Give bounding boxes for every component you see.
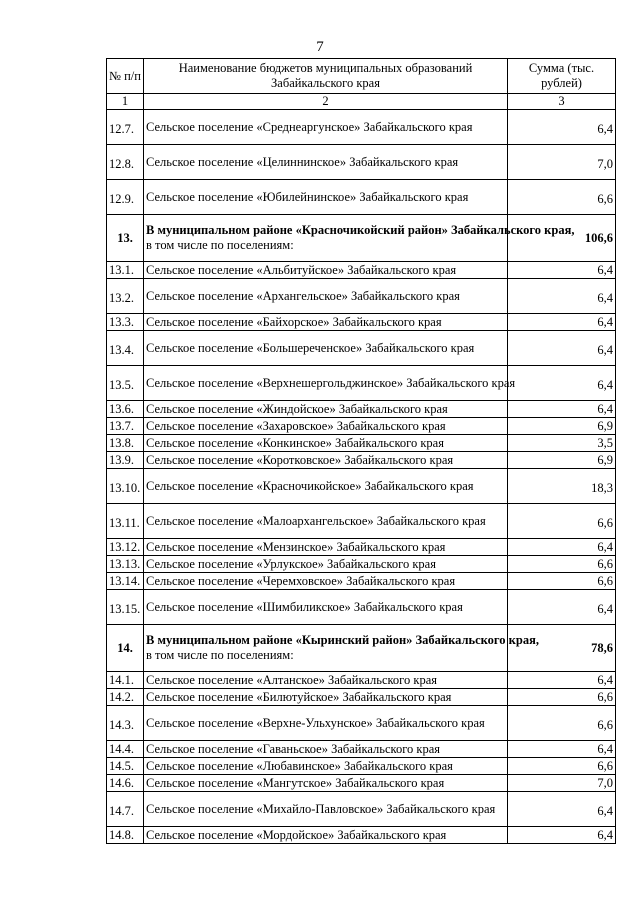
table-row: [107, 110, 616, 145]
budget-sum: 18,3: [508, 469, 616, 504]
budget-table: [106, 58, 616, 844]
budget-name: Сельское поселение «Верхне-Ульхунское» Забайкальского края: [144, 706, 508, 741]
row-number: 13.11.: [107, 504, 144, 539]
row-number: 13.1.: [107, 262, 144, 279]
table-row: [107, 366, 616, 401]
row-number: 14.4.: [107, 741, 144, 758]
table-row: [107, 539, 616, 556]
budget-name: Сельское поселение «Большереченское» Забайкальского края: [144, 331, 508, 366]
budget-name: Сельское поселение «Красночикойское» Забайкальского края: [144, 469, 508, 504]
table-row: [107, 504, 616, 539]
budget-name: Сельское поселение «Захаровское» Забайкальского края: [144, 418, 508, 435]
row-number: 12.7.: [107, 110, 144, 145]
budget-name: Сельское поселение «Мангутское» Забайкальского края: [144, 775, 508, 792]
budget-sum: 6,6: [508, 180, 616, 215]
row-number: 14.3.: [107, 706, 144, 741]
row-number: 13.5.: [107, 366, 144, 401]
row-number: 13.3.: [107, 314, 144, 331]
district-total-row: [107, 215, 616, 262]
budget-sum: 6,4: [508, 110, 616, 145]
district-subtitle: в том числе по поселениям:: [146, 648, 294, 662]
budget-name: Сельское поселение «Билютуйское» Забайкальского края: [144, 689, 508, 706]
district-subtitle: в том числе по поселениям:: [146, 238, 294, 252]
budget-name: Сельское поселение «Конкинское» Забайкальского края: [144, 435, 508, 452]
table-row: [107, 758, 616, 775]
budget-name: Сельское поселение «Юбилейнинское» Забайкальского края: [144, 180, 508, 215]
row-number: 13.7.: [107, 418, 144, 435]
row-number: 13.6.: [107, 401, 144, 418]
table-row: [107, 741, 616, 758]
row-number: 13.14.: [107, 573, 144, 590]
budget-name: Сельское поселение «Жиндойское» Забайкальского края: [144, 401, 508, 418]
table-row: [107, 469, 616, 504]
table-row: [107, 689, 616, 706]
table-row: [107, 452, 616, 469]
row-number: 14.1.: [107, 672, 144, 689]
budget-sum: 6,4: [508, 827, 616, 844]
row-number: 14.: [107, 625, 144, 672]
budget-sum: 6,4: [508, 539, 616, 556]
budget-name: Сельское поселение «Любавинское» Забайкальского края: [144, 758, 508, 775]
table-row: [107, 435, 616, 452]
page-number: 7: [316, 39, 324, 55]
budget-name: Сельское поселение «Коротковское» Забайкальского края: [144, 452, 508, 469]
table-header-row: [107, 59, 616, 94]
row-number: 12.8.: [107, 145, 144, 180]
budget-name: Сельское поселение «Шимбиликское» Забайкальского края: [144, 590, 508, 625]
budget-sum: 6,4: [508, 590, 616, 625]
table-row: [107, 706, 616, 741]
budget-name: Сельское поселение «Алтанское» Забайкальского края: [144, 672, 508, 689]
budget-sum: 6,6: [508, 758, 616, 775]
budget-name: Сельское поселение «Архангельское» Забайкальского края: [144, 279, 508, 314]
budget-sum: 3,5: [508, 435, 616, 452]
row-number: 14.6.: [107, 775, 144, 792]
district-name: В муниципальном районе «Кыринский район» Забайкальского края,: [146, 633, 539, 647]
budget-sum: 6,4: [508, 314, 616, 331]
district-name: В муниципальном районе «Красночикойский район» Забайкальского края,: [146, 223, 575, 237]
budget-name: Сельское поселение «Михайло-Павловское» Забайкальского края: [144, 792, 508, 827]
budget-sum: 6,4: [508, 366, 616, 401]
budget-sum: 6,6: [508, 706, 616, 741]
budget-sum: 6,4: [508, 331, 616, 366]
table-row: [107, 279, 616, 314]
budget-sum: 6,4: [508, 672, 616, 689]
row-number: 13.8.: [107, 435, 144, 452]
column-header-name: Наименование бюджетов муниципальных образований Забайкальского края: [144, 59, 508, 94]
budget-name: Сельское поселение «Урлукское» Забайкальского края: [144, 556, 508, 573]
table-row: [107, 331, 616, 366]
row-number: 14.8.: [107, 827, 144, 844]
row-number: 13.2.: [107, 279, 144, 314]
budget-name: Сельское поселение «Среднеаргунское» Забайкальского края: [144, 110, 508, 145]
budget-name: Сельское поселение «Черемховское» Забайкальского края: [144, 573, 508, 590]
column-index: 3: [508, 94, 616, 110]
budget-sum: 6,4: [508, 792, 616, 827]
budget-name: Сельское поселение «Целиннинское» Забайкальского края: [144, 145, 508, 180]
budget-name: [144, 215, 575, 262]
budget-name: [144, 625, 539, 672]
table-row: [107, 573, 616, 590]
row-number: 13.15.: [107, 590, 144, 625]
budget-sum: 78,6: [508, 625, 616, 672]
row-number: 13.4.: [107, 331, 144, 366]
table-row: [107, 672, 616, 689]
budget-sum: 6,9: [508, 418, 616, 435]
budget-name: Сельское поселение «Мордойское» Забайкальского края: [144, 827, 508, 844]
row-number: 13.9.: [107, 452, 144, 469]
row-number: 13.: [107, 215, 144, 262]
row-number: 14.7.: [107, 792, 144, 827]
budget-sum: 106,6: [508, 215, 616, 262]
budget-name: Сельское поселение «Верхнешергольджинское» Забайкальского края: [144, 366, 508, 401]
table-row: [107, 145, 616, 180]
budget-sum: 7,0: [508, 145, 616, 180]
column-index-row: [107, 94, 616, 110]
table-row: [107, 556, 616, 573]
table-row: [107, 401, 616, 418]
row-number: 14.5.: [107, 758, 144, 775]
column-index: 1: [107, 94, 144, 110]
budget-name: Сельское поселение «Мензинское» Забайкальского края: [144, 539, 508, 556]
table-row: [107, 314, 616, 331]
budget-name: Сельское поселение «Альбитуйское» Забайкальского края: [144, 262, 508, 279]
budget-name: Сельское поселение «Байхорское» Забайкальского края: [144, 314, 508, 331]
budget-sum: 6,6: [508, 504, 616, 539]
budget-sum: 6,4: [508, 262, 616, 279]
column-header-number: № п/п: [107, 59, 144, 94]
budget-sum: 6,4: [508, 279, 616, 314]
budget-sum: 6,6: [508, 689, 616, 706]
budget-sum: 6,6: [508, 556, 616, 573]
district-total-row: [107, 625, 616, 672]
budget-sum: 6,9: [508, 452, 616, 469]
budget-sum: 7,0: [508, 775, 616, 792]
table-row: [107, 262, 616, 279]
column-index: 2: [144, 94, 508, 110]
table-row: [107, 180, 616, 215]
table-row: [107, 775, 616, 792]
row-number: 14.2.: [107, 689, 144, 706]
table-row: [107, 590, 616, 625]
table-row: [107, 792, 616, 827]
table-row: [107, 418, 616, 435]
row-number: 13.13.: [107, 556, 144, 573]
budget-sum: 6,4: [508, 401, 616, 418]
budget-name: Сельское поселение «Малоархангельское» Забайкальского края: [144, 504, 508, 539]
row-number: 13.10.: [107, 469, 144, 504]
column-header-sum: Сумма (тыс. рублей): [508, 59, 616, 94]
budget-sum: 6,4: [508, 741, 616, 758]
table-row: [107, 827, 616, 844]
budget-sum: 6,6: [508, 573, 616, 590]
row-number: 13.12.: [107, 539, 144, 556]
budget-name: Сельское поселение «Гаваньское» Забайкальского края: [144, 741, 508, 758]
row-number: 12.9.: [107, 180, 144, 215]
